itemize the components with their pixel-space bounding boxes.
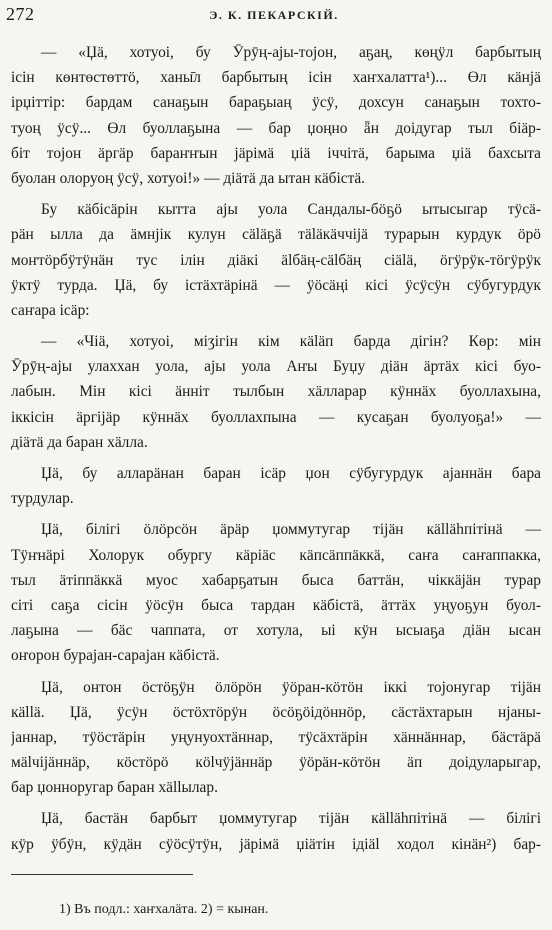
text-line: Џä, білігі öлöрсöн äрäр џоммутугар тіјäн кällähпітінä — [41,521,541,539]
text-line: Бу кäбісäрін кытта ајы уола Сандалы-бӧҕӧ ытысыгар тӱсä- [41,201,541,219]
text-line: ӱктӱ турда. Џä, бу істäхтäрінä — ӱöсäңі кісі ӱсӱсӱн сӱбугурдук [11,276,541,294]
text-line: оҥорон бурајан-сарајан кäбістä. [11,647,220,665]
paragraph [11,40,541,191]
paragraph [11,197,541,323]
text-line: туоң ӱсӱ... Өл буоллаҕына — бар џоңно ǟн доідугар тыл біäр- [11,119,541,137]
text-line: Ӯрӯң-ајы улаххан уола, ајы уола Аҥы Буџу діäн äртäх кісі буо- [11,358,541,376]
text-line: ісін көнтөстөттö, ханы̄л барбытың ісін хаҥхалатта¹)... Өл кäнјä [11,69,541,87]
paragraph [11,806,541,856]
text-line: буолан олоруоң ӱсӱ, хотуоі!» — діäтä да ытан кäбістä. [11,169,365,187]
paragraph [11,329,541,455]
text-line: Џä, бастäн барбыт џоммутугар тіјäн кällähпітінä — білігі [41,810,541,828]
text-line: саҥара ісäр: [11,301,90,319]
text-line: Тӱҥнäрі Холорук обургу кäріäс кäпсäппäккä, саҥа саҥаппакка, [11,546,541,564]
paragraph [11,675,541,801]
text-line: іккісін äргіјäр кӱннäх буоллахпына — кусаҕан буолуоҕа!» — [11,408,541,426]
footnote-rule [11,874,193,875]
text-line: тыл äтіппäккä муос хабарҕатын быса баттäн, чіккäјäн турар [11,571,541,589]
text-line: кӱр ӱбӱн, кӱдäн сӱöсӱтӱн, јäрімä џіäтін ідіäl ходол кінäн²) бар- [11,835,541,853]
page-number: 272 [6,4,35,24]
paragraph [11,517,541,668]
text-line: моҥтöрбӱтӱнäн тус ілін діäкі älбäң-сälбäң сіälä, öгӱрӱк-тöгӱрӱк [11,251,541,269]
text-line: лаҕына — бäс чаппата, от хотула, ыі кӱн ысыаҕа діäн ысан [11,622,541,640]
text-line: јаннар, тӱöстäрін уңунуохтäннар, тӱсäхтäрін хäннäннар, бäстäрä [11,728,541,746]
text-line: рäн ылла да äмнјік кулун сäläҕä тäläкäччіјä турарын курдук öрö [11,226,541,244]
text-line: сіті саҕа сісін ӱöсӱн быса тардан кäбістä, äттäх уңуоҕун буол- [11,596,541,614]
text-line: Џä, онтон öстöҕӱн öлöрöн ӱöран-кöтöн іккі тојонугар тіјäн [41,678,541,696]
text-line: ірџіттір: бардам санаҕын бараҕыаң ӱсӱ, дохсун санаҕын тохто- [11,94,541,112]
paragraph [11,461,541,511]
text-line: — «Чіä, хотуоі, міӡігін кім кäläп барда дігін? Көр: мін [41,333,541,351]
text-line: біт тојон äргäр бараҥҥын јäрімä џіä іччітä, барыма џіä бахсыта [11,144,541,162]
text-line: мälчіјäннäр, кöстöрö кölчӱјäннäр ӱöрäн-кöтöн äп доідуларыгар, [11,754,541,772]
body-text [11,40,541,857]
text-line: — «Џä, хотуоі, бу Ӯрӯң-ајы-тојон, аҕаң, көңӱл барбытың [41,44,541,61]
text-line: діäтä да баран хäлла. [11,433,148,451]
running-head: Э. К. ПЕКАРСКІЙ. [209,8,339,22]
text-line: лабын. Мін кісі äнніт тылбын хäлларар кӱннäх буоллахына, [11,383,541,401]
text-line: турдулар. [11,490,74,508]
text-line: кällä. Џä, ӱсӱн öстöхтöрӱн öсöҕöідöннöр, сäстäхтарын нјаны- [11,703,541,721]
footnote: 1) Въ подл.: хаҥхалäта. 2) = кынан. [59,902,269,917]
text-line: Џä, бу алларäнан баран ісäр џон сӱбугурдук ајаннäн бара [41,465,541,482]
page-header [6,4,542,28]
text-line: бар џонноругар баран хällылар. [11,779,218,797]
